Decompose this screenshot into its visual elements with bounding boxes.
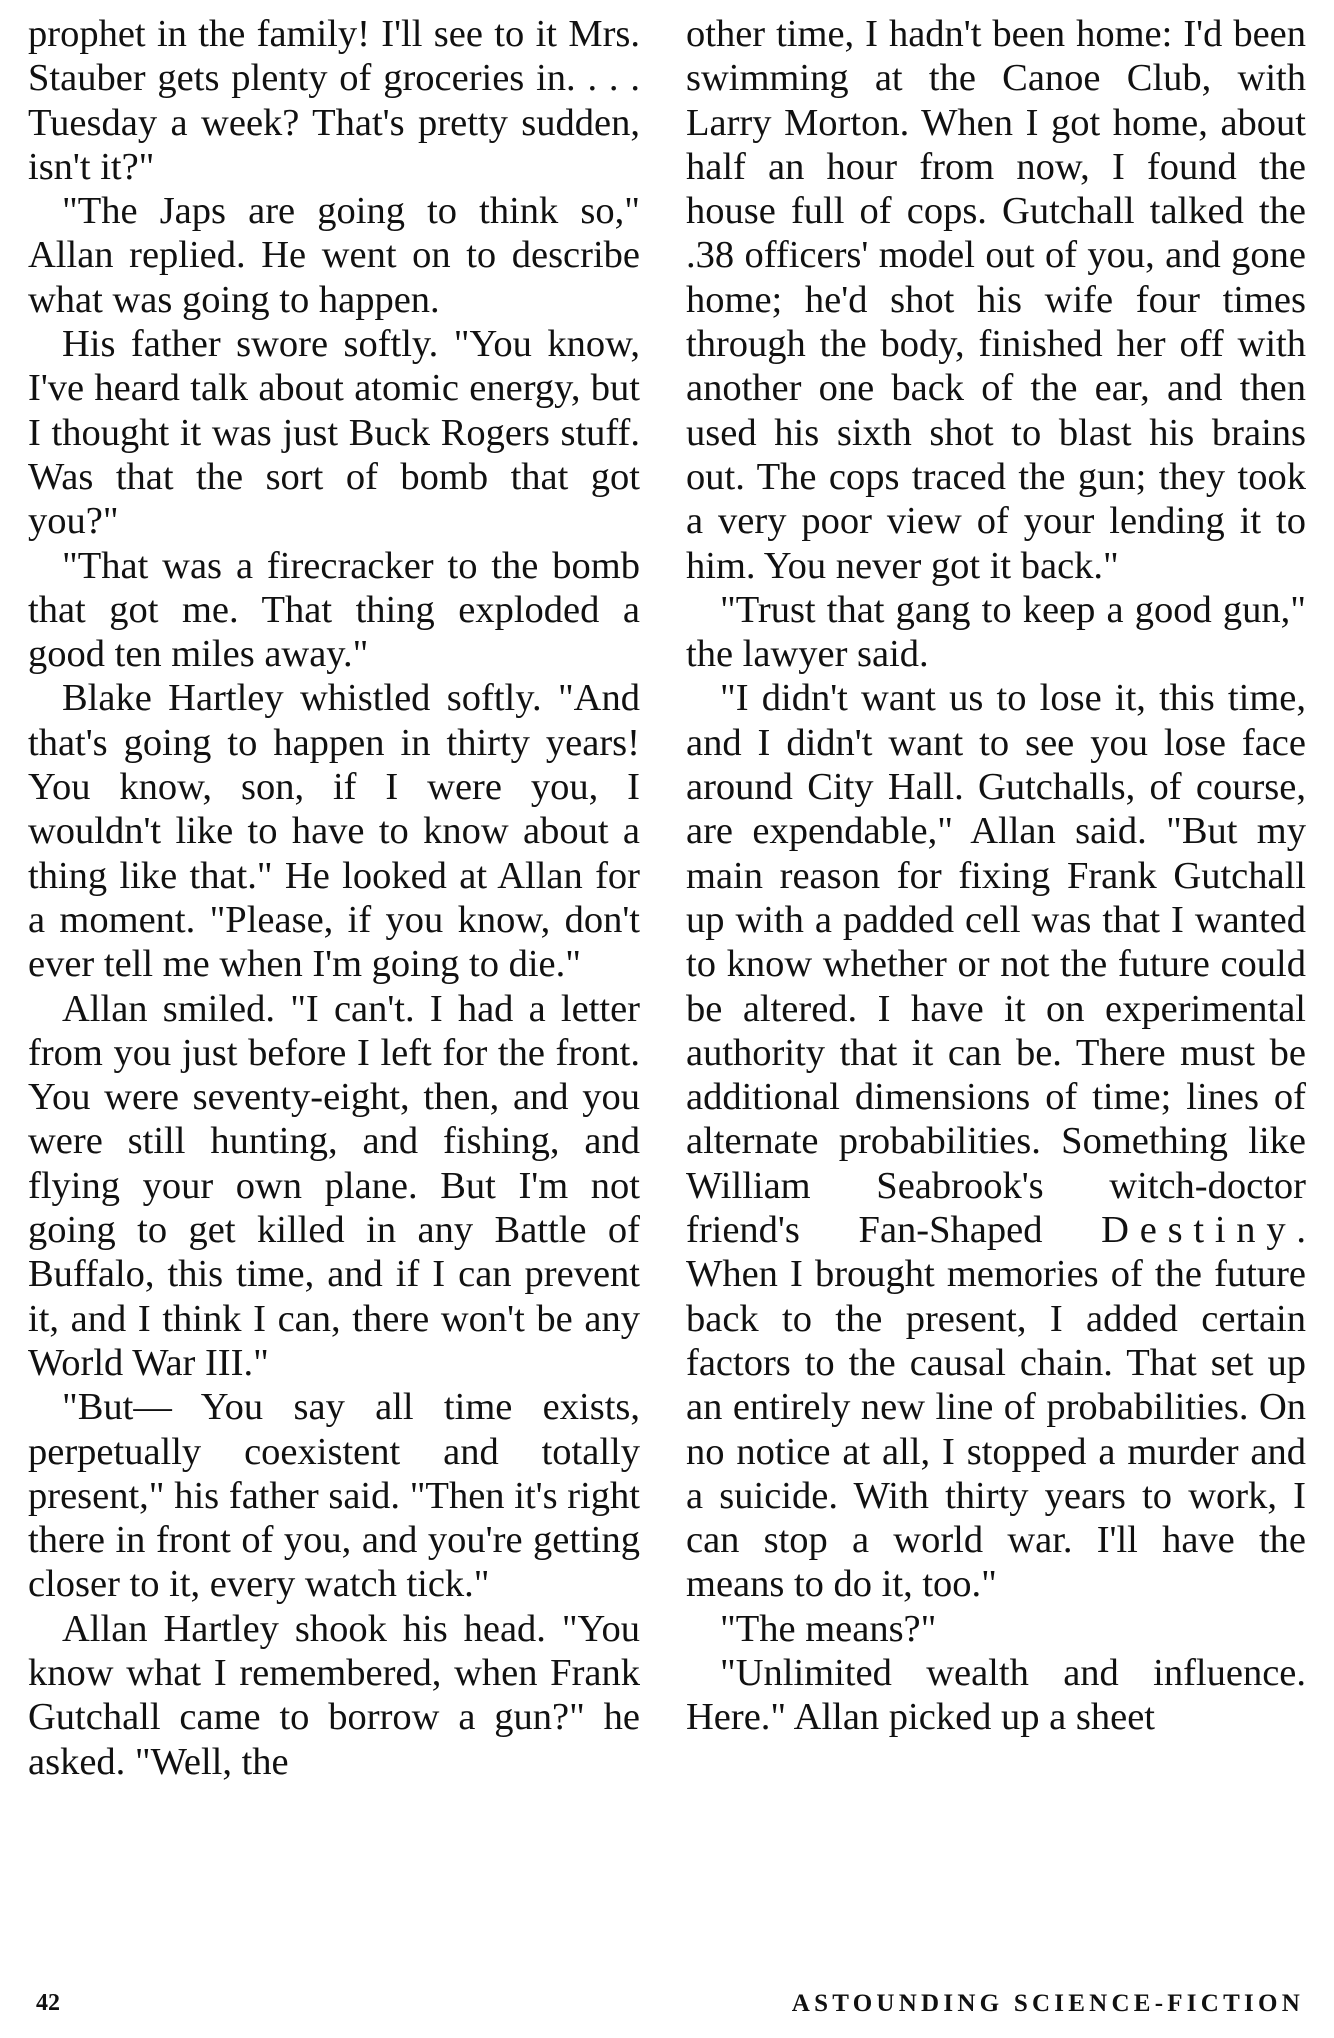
left-column (28, 12, 640, 1784)
paragraph: "Trust that gang to keep a good gun," the lawyer said. (686, 588, 1306, 676)
spaced-word: Destiny (1101, 1209, 1297, 1252)
paragraph: "But— You say all time exists, perpetually coexistent and totally present," his father said. "Then it's right there in front of you, and you're getting closer to it, every watch tick." (28, 1386, 640, 1606)
paragraph: "The Japs are going to think so," Allan replied. He went on to describe what was going to happen. (28, 190, 640, 321)
paragraph: "The means?" (720, 1607, 937, 1650)
paragraph: "Unlimited wealth and influence. Here." Allan picked up a sheet (686, 1651, 1306, 1739)
paragraph: other time, I hadn't been home: I'd been swimming at the Canoe Club, with Larry Morton. When I got home, about half an hour from now, I found the house full of cops. Gutchall talked the .38 officers' model out of you, and gone home; he'd shot his wife four times through the body, finished her off with another one back of the ear, and then used his sixth shot to blast his brains out. The cops traced the gun; they took a very poor view of your lending it to him. You never got it back." (686, 13, 1306, 587)
right-column (686, 12, 1306, 1740)
paragraph: Blake Hartley whistled softly. "And that's going to happen in thirty years! You know, son, if I were you, I wouldn't like to have to know about a thing like that." He looked at Allan for a moment. "Please, if you know, don't ever tell me when I'm going to die." (28, 677, 640, 986)
paragraph: Allan smiled. "I can't. I had a letter from you just before I left for the front. You were seventy-eight, then, and you were still hunting, and fishing, and flying your own plane. But I'm not going to get killed in any Battle of Buffalo, this time, and if I can prevent it, and I think I can, there won't be any World War III." (28, 987, 640, 1384)
page-number: 42 (36, 1990, 60, 2016)
paragraph: "That was a firecracker to the bomb that got me. That thing exploded a good ten miles away." (28, 544, 640, 676)
running-footer-title: ASTOUNDING SCIENCE-FICTION (791, 1990, 1304, 2017)
paragraph: His father swore softly. "You know, I've heard talk about atomic energy, but I thought it was just Buck Rogers stuff. Was that the sort of bomb that got you?" (28, 323, 640, 543)
paragraph-text: . When I brought memories of the future back to the present, I added certain factors to the causal chain. That set up an entirely new line of probabilities. On no notice at all, I stopped a murder and a suicide. With thirty years to work, I can stop a world war. I'll have the means to do it, too." (686, 1209, 1306, 1606)
paragraph-text: "I didn't want us to lose it, this time, and I didn't want to see you lose face around City Hall. Gutchalls, of course, are expendable," Allan said. "But my main reason for fixing Frank Gutchall up with a padded cell was that I wanted to know whether or not the future could be altered. I have it on experimental authority that it can be. There must be additional dimensions of time; lines of alternate probabilities. Something like William Seabrook's witch-doctor friend's Fan-Shaped (686, 677, 1306, 1252)
paragraph: Allan Hartley shook his head. "You know what I remembered, when Frank Gutchall came to borrow a gun?" he asked. "Well, the (28, 1607, 640, 1783)
paragraph (686, 676, 1306, 1606)
paragraph: prophet in the family! I'll see to it Mrs. Stauber gets plenty of groceries in. . . . Tuesday a week? That's pretty sudden, isn't it?" (28, 13, 640, 188)
